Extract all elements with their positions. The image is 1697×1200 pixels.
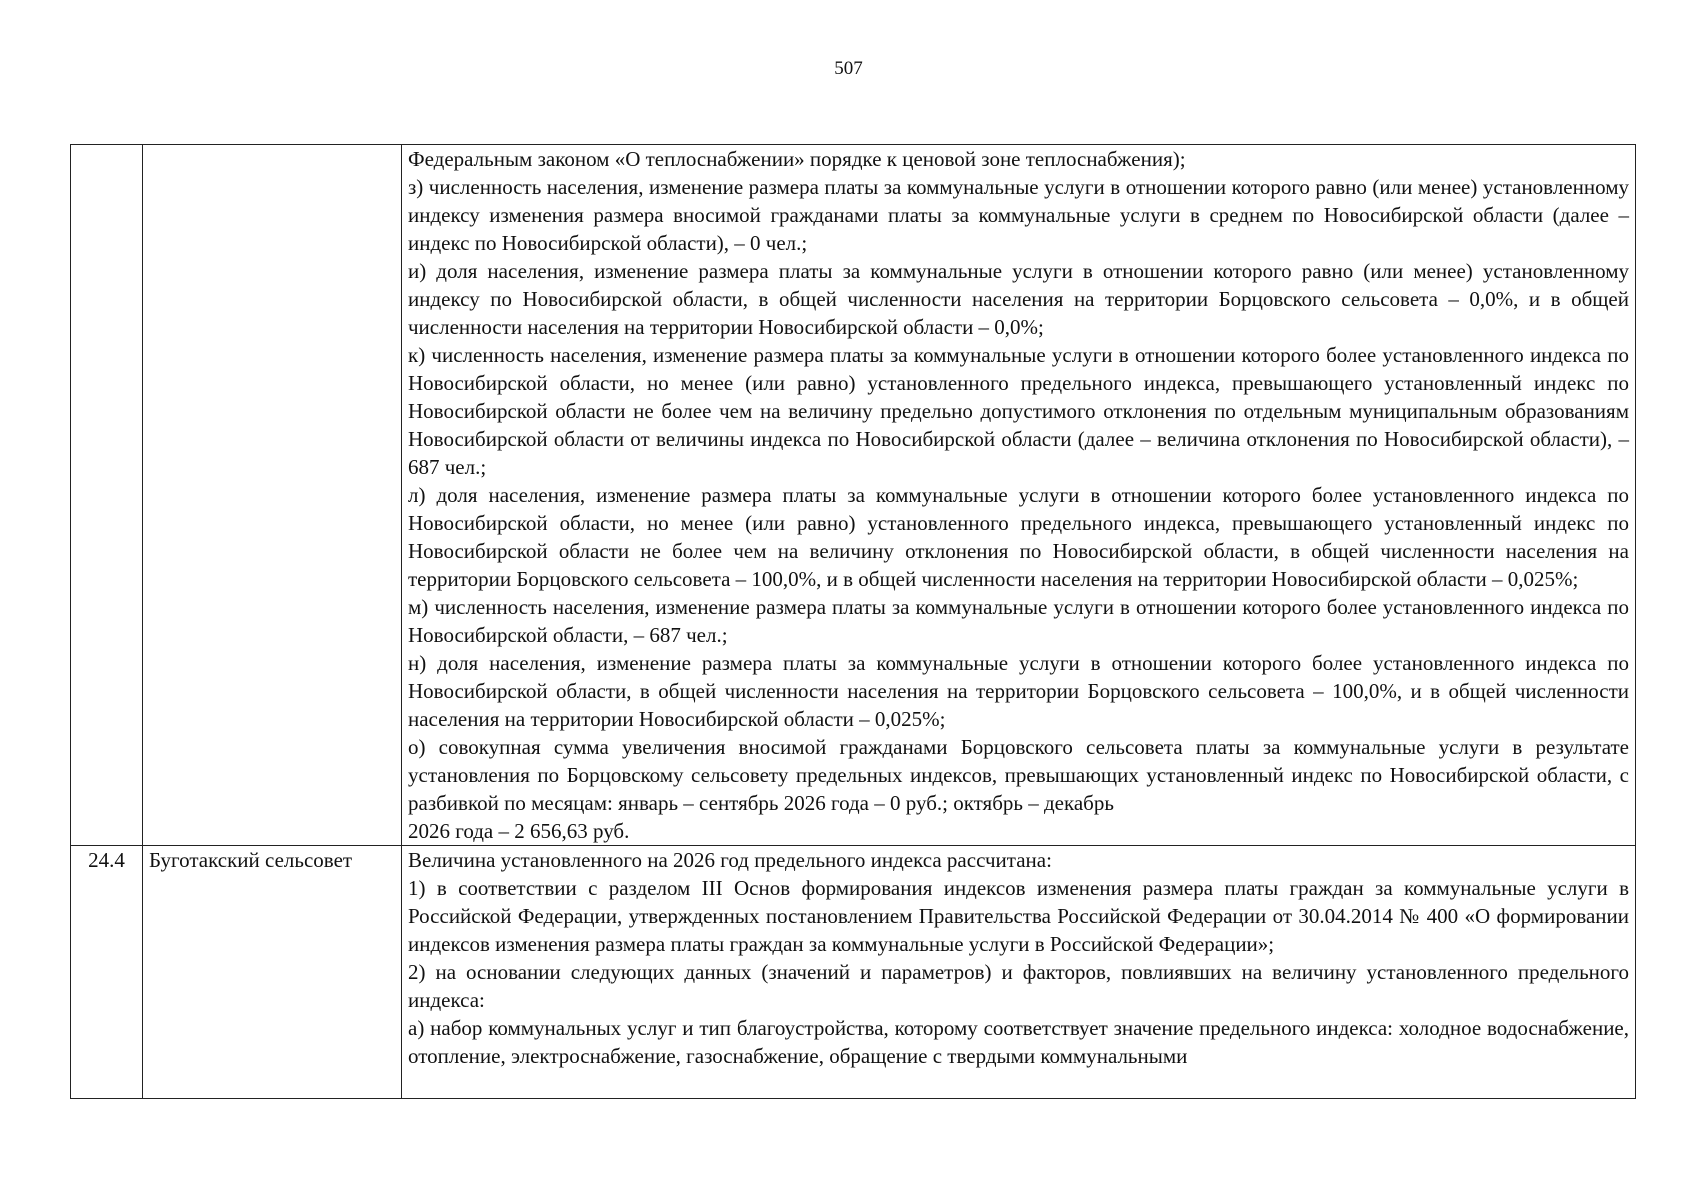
page-number: 507 <box>834 58 863 79</box>
text-paragraph: Федеральным законом «О теплоснабжении» порядке к ценовой зоне теплоснабжения); <box>408 147 1186 171</box>
row-number-cell: 24.4 <box>71 846 143 1099</box>
text-paragraph: м) численность населения, изменение размера платы за коммунальные услуги в отношении которого более установленного индекса по Новосибирской области, – 687 чел.; <box>408 595 1629 647</box>
text-paragraph: 2026 года – 2 656,63 руб. <box>408 819 630 843</box>
text-paragraph: 2) на основании следующих данных (значений и параметров) и факторов, повлиявших на величину установленного предельного индекса: <box>408 960 1629 1012</box>
description-cell <box>402 846 1636 1099</box>
document-table <box>70 144 1636 1099</box>
municipality-name-cell: Буготакский сельсовет <box>143 846 402 1099</box>
description-cell <box>402 145 1636 846</box>
text-paragraph: 1) в соответствии с разделом III Основ формирования индексов изменения размера платы граждан за коммунальные услуги в Российской Федерации, утвержденных постановлением Правительства Российской Федерации от 30.04.2014 № 400 «О формировании индексов изменения размера платы граждан за коммунальные услуги в Российской Федерации»; <box>408 876 1629 956</box>
table-row <box>71 846 1636 1099</box>
text-paragraph: л) доля населения, изменение размера платы за коммунальные услуги в отношении которого более установленного индекса по Новосибирской области, но менее (или равно) установленного предельного индекса, превышающего установленный индекс по Новосибирской области не более чем на величину отклонения по Новосибирской области, в общей численности населения на территории Борцовского сельсовета – 100,0%, и в общей численности населения на территории Новосибирской области – 0,025%; <box>408 483 1629 591</box>
table-row <box>71 145 1636 846</box>
text-paragraph: и) доля населения, изменение размера платы за коммунальные услуги в отношении которого равно (или менее) установленному индексу по Новосибирской области, в общей численности населения на территории Борцовского сельсовета – 0,0%, и в общей численности населения на территории Новосибирской области – 0,0%; <box>408 259 1629 339</box>
text-paragraph: н) доля населения, изменение размера платы за коммунальные услуги в отношении которого более установленного индекса по Новосибирской области, в общей численности населения на территории Борцовского сельсовета – 100,0%, и в общей численности населения на территории Новосибирской области – 0,025%; <box>408 651 1629 731</box>
row-number-cell <box>71 145 143 846</box>
text-paragraph: о) совокупная сумма увеличения вносимой гражданами Борцовского сельсовета платы за коммунальные услуги в результате установления по Борцовскому сельсовету предельных индексов, превышающих установленный индекс по Новосибирской области, с разбивкой по месяцам: январь – сентябрь 2026 года – 0 руб.; октябрь – декабрь <box>408 735 1629 815</box>
municipality-name-cell <box>143 145 402 846</box>
text-paragraph: к) численность населения, изменение размера платы за коммунальные услуги в отношении которого более установленного индекса по Новосибирской области, но менее (или равно) установленного предельного индекса, превышающего установленный индекс по Новосибирской области не более чем на величину предельно допустимого отклонения по отдельным муниципальным образованиям Новосибирской области от величины индекса по Новосибирской области (далее – величина отклонения по Новосибирской области), – 687 чел.; <box>408 343 1629 479</box>
text-paragraph: з) численность населения, изменение размера платы за коммунальные услуги в отношении которого равно (или менее) установленному индексу изменения размера вносимой гражданами платы за коммунальные услуги в среднем по Новосибирской области (далее – индекс по Новосибирской области), – 0 чел.; <box>408 175 1629 255</box>
text-paragraph: а) набор коммунальных услуг и тип благоустройства, которому соответствует значение предельного индекса: холодное водоснабжение, отопление, электроснабжение, газоснабжение, обращение с твердыми коммунальными <box>408 1016 1629 1068</box>
text-paragraph: Величина установленного на 2026 год предельного индекса рассчитана: <box>408 848 1052 872</box>
